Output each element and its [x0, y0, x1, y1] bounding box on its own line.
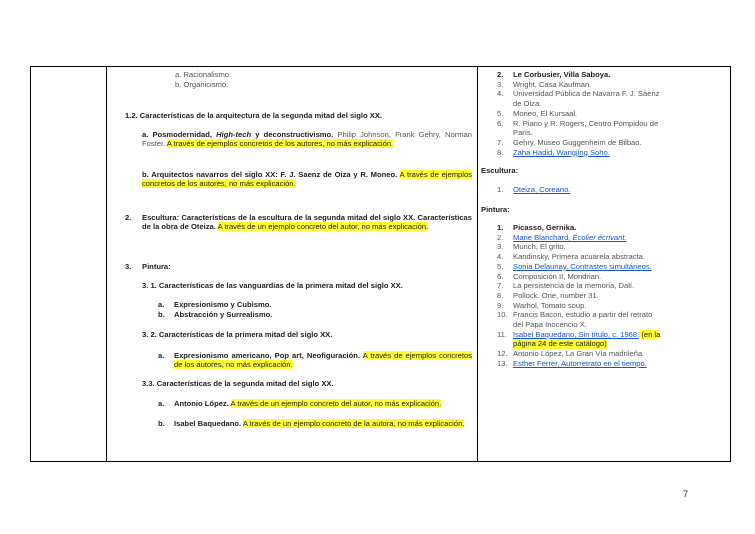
section-label: Escultura:: [481, 166, 519, 176]
list-item: La persistencia de la memoria, Dalí.: [513, 281, 635, 291]
list-item: Abstracción y Surrealismo.: [174, 310, 273, 319]
list-number: 7.: [497, 281, 504, 291]
list-marker: a.: [158, 300, 165, 309]
list-number: 4.: [497, 252, 504, 262]
list-item: París.: [513, 128, 533, 138]
section-number: 3.: [125, 262, 132, 271]
section-2: Escultura: Características de la escultura de la segunda mitad del siglo XX. Características de la obra de Oteiza. A través de un ejemplo concreto del autor, no más explicación.: [142, 213, 472, 232]
list-item: Antonio López, La Gran Vía madrileña.: [513, 349, 645, 359]
list-number: 2.: [497, 232, 504, 242]
list-item: b. Organicismo.: [175, 80, 229, 89]
list-item: Composición II, Mondrian.: [513, 271, 602, 281]
list-number: 1.: [497, 185, 504, 195]
list-number: 12.: [497, 349, 508, 359]
list-marker: a.: [158, 351, 165, 360]
list-item: Warhol, Tomato soup.: [513, 300, 587, 310]
list-item: Picasso, Gernika.: [513, 223, 577, 232]
list-item: Kandinsky, Primera acuarela abstracta.: [513, 252, 645, 262]
list-item: Francis Bacon, estudio a partir del retrato: [513, 310, 653, 320]
list-link[interactable]: Esther Ferrer, Autorretrato en el tiempo.: [513, 358, 647, 368]
list-item: a. Racionalismo.: [175, 70, 232, 79]
list-item: de Oiza.: [513, 99, 542, 109]
list-link[interactable]: Zaha Hadid, Wangjing Soho.: [513, 147, 610, 157]
section-item-b: b. Arquitectos navarros del siglo XX: F. J. Saenz de Oiza y R. Moneo. A través de ejemplos concretos de los autores, no más explicación.: [142, 170, 472, 189]
list-number: 1.: [497, 223, 504, 232]
table-divider: [106, 67, 107, 461]
page-number: 7: [683, 489, 689, 499]
list-item: Antonio López. A través de un ejemplo concreto del autor, no más explicación.: [174, 399, 442, 408]
list-number: 11.: [497, 329, 507, 339]
list-item: Moneo, El Kursaal.: [513, 108, 578, 118]
list-number: 10.: [497, 310, 508, 320]
list-number: 8.: [497, 147, 504, 157]
list-item: R. Piano y R. Rogers, Centro Pompidou de: [513, 118, 659, 128]
list-number: 6.: [497, 271, 504, 281]
section-number: 2.: [125, 213, 132, 222]
section-heading: 1.2. Características de la arquitectura de la segunda mitad del siglo XX.: [125, 111, 383, 120]
list-number: 3.: [497, 79, 504, 89]
list-number: 7.: [497, 137, 504, 147]
list-marker: a.: [158, 399, 165, 408]
list-item: Munch, El grito.: [513, 242, 566, 252]
section-heading: Pintura:: [142, 262, 171, 271]
list-number: 3.: [497, 242, 504, 252]
list-link[interactable]: [513, 330, 660, 339]
list-link[interactable]: Marie Blanchard, Écolier écrivant.: [513, 232, 627, 242]
list-number: 5.: [497, 108, 504, 118]
list-number: 8.: [497, 290, 504, 300]
list-marker: b.: [158, 419, 165, 428]
highlight-note: (en la: [639, 329, 661, 339]
list-marker: b.: [158, 310, 165, 319]
list-item: Isabel Baquedano. A través de un ejemplo concreto de la autora, no más explicación.: [174, 419, 465, 428]
highlight-note: página 24 de este catálogo): [513, 339, 607, 349]
section-label: Pintura:: [481, 205, 510, 214]
list-item: Le Corbusier, Villa Saboya.: [513, 70, 611, 79]
section-item-a: a. Posmodernidad, High-tech y deconstructivismo. Philip Johnson, Frank Gehry, Norman Foster. A través de ejemplos concretos de los autores, no más explicación.: [142, 130, 472, 149]
list-item: Gehry, Museo Guggenheim de Bilbao.: [513, 137, 642, 147]
list-item: Wright, Casa Kaufman.: [513, 79, 592, 89]
list-number: 9.: [497, 300, 504, 310]
list-number: 5.: [497, 261, 504, 271]
list-number: 2.: [497, 70, 504, 79]
subsection-heading: 3. 1. Características de las vanguardias de la primera mitad del siglo XX.: [142, 281, 403, 290]
table-divider: [477, 67, 478, 461]
link-text[interactable]: Isabel Baquedano, Sin título, c. 1968.: [513, 329, 640, 339]
list-number: 6.: [497, 118, 504, 128]
subsection-heading: 3.3. Características de la segunda mitad del siglo XX.: [142, 379, 334, 388]
list-item: del Papa Inocencio X.: [513, 320, 587, 329]
list-link-italic[interactable]: Écolier écrivant.: [572, 232, 627, 242]
list-item: Pollock. One, number 31.: [513, 290, 599, 300]
list-number: 13.: [497, 358, 508, 368]
list-item: Universidad Pública de Navarra F. J. Sáenz: [513, 89, 660, 99]
list-number: 4.: [497, 89, 504, 99]
list-link[interactable]: Sonia Delaunay, Contrastes simultáneos.: [513, 261, 652, 271]
list-item: Expresionismo americano, Pop art, Neofiguración. A través de ejemplos concretos de los autores, no más explicación.: [174, 351, 472, 370]
list-item: Expresionismo y Cubismo.: [174, 300, 272, 309]
subsection-heading: 3. 2. Características de la primera mitad del siglo XX.: [142, 330, 333, 339]
list-link[interactable]: Oteiza, Coreano.: [513, 185, 571, 195]
